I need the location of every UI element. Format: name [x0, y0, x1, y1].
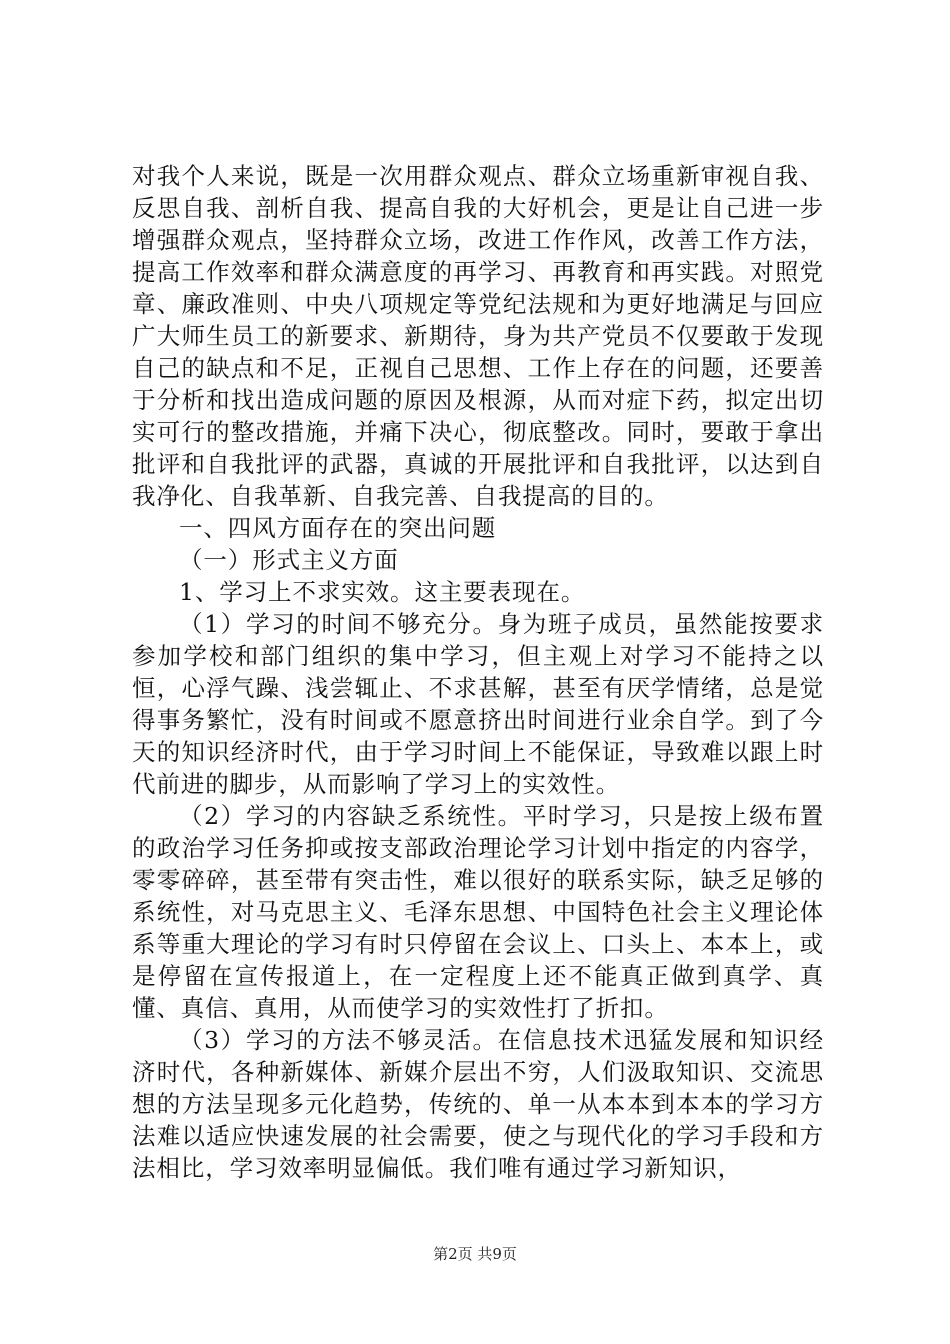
page-number-footer: 第2页 共9页 [433, 1245, 517, 1263]
document-body [132, 160, 824, 1184]
paragraph-study-time: （1）学习的时间不够充分。身为班子成员，虽然能按要求参加学校和部门组织的集中学习，但主观上对学习不能持之以恒，心浮气躁、浅尝辄止、不求甚解，甚至有厌学情绪，总是觉得事务繁忙，没有时间或不愿意挤出时间进行业余自学。到了今天的知识经济时代，由于学习时间上不能保证，导致难以跟上时代前进的脚步，从而影响了学习上的实效性。 [132, 610, 824, 798]
paragraph-intro-continuation: 对我个人来说，既是一次用群众观点、群众立场重新审视自我、反思自我、剖析自我、提高自我的大好机会，更是让自己进一步增强群众观点，坚持群众立场，改进工作作风，改善工作方法，提高工作效率和群众满意度的再学习、再教育和再实践。对照党章、廉政准则、中央八项规定等党纪法规和为更好地满足与回应广大师生员工的新要求、新期待，身为共产党员不仅要敢于发现自己的缺点和不足，正视自己思想、工作上存在的问题，还要善于分析和找出造成问题的原因及根源，从而对症下药，拟定出切实可行的整改措施，并痛下决心，彻底整改。同时，要敢于拿出批评和自我批评的武器，真诚的开展批评和自我批评，以达到自我净化、自我革新、自我完善、自我提高的目的。 [132, 162, 824, 510]
section-heading-four-styles: 一、四风方面存在的突出问题 [179, 514, 497, 542]
paragraph-study-content: （2）学习的内容缺乏系统性。平时学习，只是按上级布置的政治学习任务抑或按支部政治理论学习计划中指定的内容学，零零碎碎，甚至带有突击性，难以很好的联系实际，缺乏足够的系统性，对马克思主义、毛泽东思想、中国特色社会主义理论体系等重大理论的学习有时只停留在会议上、口头上、本本上，或是停留在宣传报道上，在一定程度上还不能真正做到真学、真懂、真信、真用，从而使学习的实效性打了折扣。 [132, 802, 824, 1022]
item-heading-study: 1、学习上不求实效。这主要表现在。 [179, 578, 586, 606]
paragraph-study-method: （3）学习的方法不够灵活。在信息技术迅猛发展和知识经济时代，各种新媒体、新媒介层出不穷，人们汲取知识、交流思想的方法呈现多元化趋势，传统的、单一从本本到本本的学习方法难以适应快速发展的社会需要，使之与现代化的学习手段和方法相比，学习效率明显偏低。我们唯有通过学习新知识， [132, 1026, 824, 1182]
subsection-heading-formalism: （一）形式主义方面 [179, 546, 399, 574]
